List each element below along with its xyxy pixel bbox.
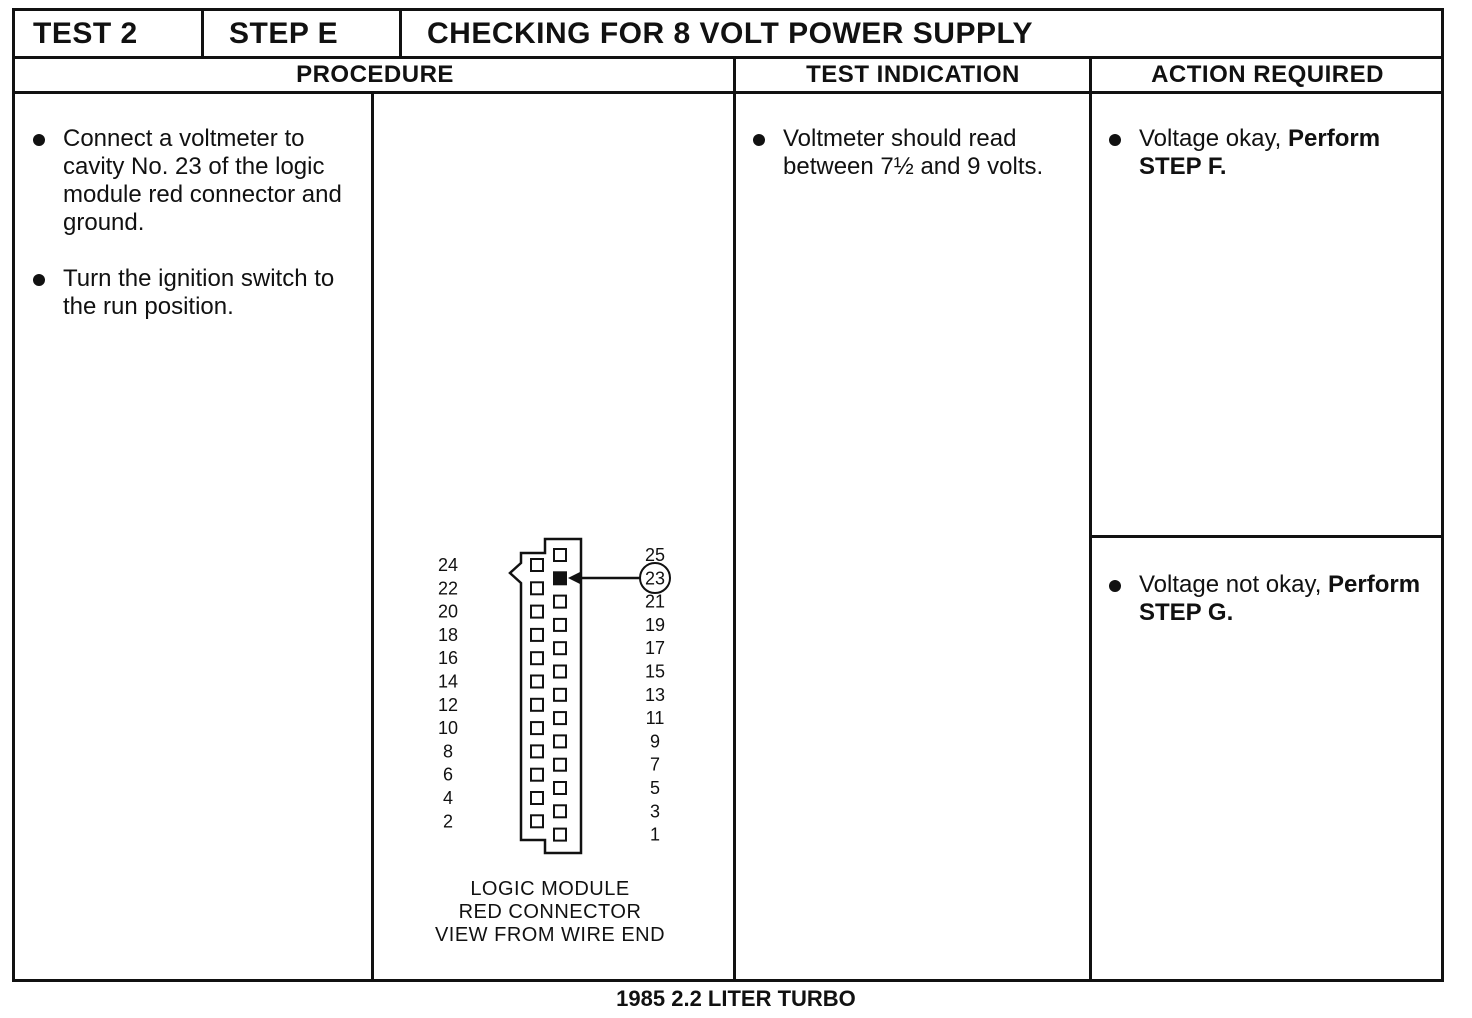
cavity-1 <box>554 829 566 841</box>
pin-label: 15 <box>644 661 666 682</box>
pin-label: 1 <box>649 824 661 845</box>
connector-housing <box>510 539 581 853</box>
cavity-15 <box>554 666 566 678</box>
indication-item: Voltmeter should read between 7½ and 9 volts. <box>749 125 1069 181</box>
pin-label: 21 <box>644 591 666 612</box>
action-not-okay-text: Voltage not okay, <box>1139 571 1329 598</box>
pin-label: 2 <box>442 811 454 832</box>
pin-label: 16 <box>437 648 459 669</box>
pin-label: 18 <box>437 624 459 645</box>
pin-label: 12 <box>437 694 459 715</box>
test-number: TEST 2 <box>33 17 138 50</box>
pin-label: 14 <box>437 671 459 692</box>
cavity-18 <box>531 629 543 641</box>
cavity-7 <box>554 759 566 771</box>
cavity-9 <box>554 735 566 747</box>
pin-label: 19 <box>644 614 666 635</box>
cavity-5 <box>554 782 566 794</box>
pin-label: 8 <box>442 741 454 762</box>
pin-label: 11 <box>645 708 665 729</box>
cavity-12 <box>531 699 543 711</box>
cavity-23 <box>554 572 566 584</box>
pin-label: 10 <box>437 718 459 739</box>
pin-label: 9 <box>649 731 661 752</box>
pin-label: 6 <box>442 764 454 785</box>
cavity-8 <box>531 745 543 757</box>
footer-model: 1985 2.2 LITER TURBO <box>616 986 856 1011</box>
caption-line: VIEW FROM WIRE END <box>434 924 666 946</box>
cavity-3 <box>554 805 566 817</box>
cavity-21 <box>554 596 566 608</box>
cavity-13 <box>554 689 566 701</box>
pin-label: 7 <box>649 754 661 775</box>
pin-label: 25 <box>644 545 666 565</box>
cavity-16 <box>531 652 543 664</box>
cavity-24 <box>531 559 543 571</box>
pin-label: 13 <box>644 684 666 705</box>
page-title: CHECKING FOR 8 VOLT POWER SUPPLY <box>427 17 1034 50</box>
caption-line: RED CONNECTOR <box>458 901 642 923</box>
pin-label: 20 <box>437 601 459 622</box>
pin-label: 5 <box>649 778 661 798</box>
column-header-test-indication: TEST INDICATION <box>806 61 1020 88</box>
cavity-11 <box>554 712 566 724</box>
pin-label: 23 <box>644 568 666 589</box>
pin-label: 4 <box>442 788 454 808</box>
caption-line: LOGIC MODULE <box>470 878 630 900</box>
cavity-4 <box>531 792 543 804</box>
procedure-step: Connect a voltmeter to cavity No. 23 of the logic module red connector and ground. <box>29 125 359 237</box>
cavity-14 <box>531 676 543 688</box>
action-okay-step: Perform STEP F. <box>1139 125 1381 180</box>
pin-label: 22 <box>437 578 459 599</box>
diagram-caption <box>390 878 710 947</box>
cavity-6 <box>531 769 543 781</box>
pin-label: 3 <box>649 801 661 822</box>
pin-label: 17 <box>644 638 666 659</box>
arrow-head-icon <box>568 572 580 584</box>
cavity-2 <box>531 815 543 827</box>
cavity-20 <box>531 606 543 618</box>
procedure-step: Turn the ignition switch to the run position. <box>29 265 359 321</box>
action-okay-text: Voltage okay, <box>1139 125 1288 152</box>
cavity-19 <box>554 619 566 631</box>
column-header-action-required: ACTION REQUIRED <box>1151 61 1384 88</box>
column-header-procedure: PROCEDURE <box>296 61 454 88</box>
pin-label: 24 <box>437 555 459 575</box>
action-not-okay-step: Perform STEP G. <box>1139 571 1421 626</box>
cavity-22 <box>531 582 543 594</box>
step-label: STEP E <box>229 17 339 50</box>
cavity-10 <box>531 722 543 734</box>
cavity-17 <box>554 642 566 654</box>
cavity-25 <box>554 549 566 561</box>
